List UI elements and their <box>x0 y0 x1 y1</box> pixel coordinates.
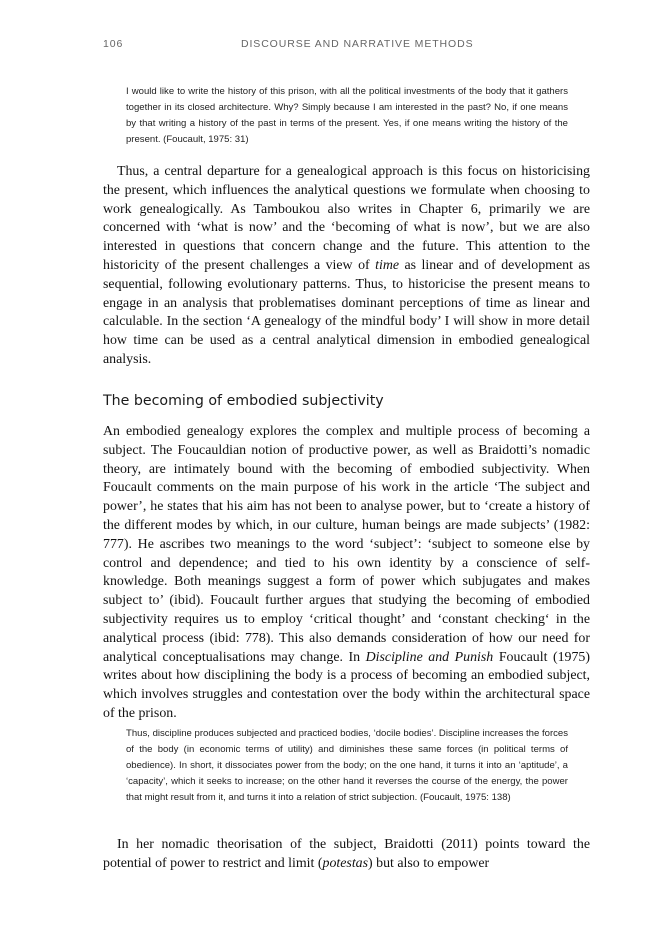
block-quote: Thus, discipline produces subjected and practiced bodies, ‘docile bodies’. Discipline increases the forces of the body (in economic terms of utility) and diminishes these same forces (in political terms of obedience). In short, it dissociates power from the body; on the one hand, it turns it into an ‘aptitude’, a ‘capacity’, which it seeks to increase; on the other hand it reverses the course of the energy, the power that might result from it, and turns it into a relation of strict subjection. (Foucault, 1975: 138) <box>126 728 568 803</box>
emphasis: time <box>375 257 400 273</box>
body-paragraph: An embodied genealogy explores the complex and multiple process of becoming a subject. The Foucauldian notion of productive power, as well as Braidotti’s nomadic theory, are intimately bound with the becoming of embodied subjectivity. When Foucault comments on the main purpose of his work in the article ‘The subject and power’, he states that his aim has not been to analyse power, but to ‘create a history of the different modes by which, in our culture, human beings are made subjects’ (1982: 777). He ascribes two meanings to the word ‘subject’: ‘subject to someone else by control and dependence; and tied to his own identity by a conscience of self-knowledge. Both meanings suggest a form of power which subjugates and makes subject to’ (ibid). Foucault further argues that studying the becoming of embodied subjectivity requires us to employ ‘critical thought’ and ‘constant checking‘ in the analytical process (ibid: 778). This also demands consideration of how our need for analytical conceptualisations may change. In Discipline and Punish Foucault (1975) writes about how disciplining the body is a process of becoming an embodied subject, which involves struggles and contestation over the body within the architectural space of the prison. <box>103 424 591 721</box>
body-paragraph: In her nomadic theorisation of the subject, Braidotti (2011) points toward the potential of power to restrict and limit (potestas) but also to empower <box>103 837 590 871</box>
section-heading: The becoming of embodied subjectivity <box>103 393 384 409</box>
emphasis: potestas <box>322 855 369 871</box>
emphasis: Discipline and Punish <box>365 649 494 665</box>
block-quote: I would like to write the history of this prison, with all the political investments of the body that it gathers together in its closed architecture. Why? Simply because I am interested in the past? No, if one means by that writing a history of the past in terms of the present. Yes, if one means writing the history of the present. (Foucault, 1975: 31) <box>126 86 568 145</box>
running-head-title: DISCOURSE AND NARRATIVE METHODS <box>241 38 474 50</box>
body-paragraph: Thus, a central departure for a genealogical approach is this focus on historicising the present, which influences the analytical questions we formulate when choosing to work genealogically. As Tamboukou also writes in Chapter 6, primarily we are concerned with ‘what is now’ and the ‘becoming of what is now’, but we are also interested in questions that concern change and the future. This attention to the historicity of the present challenges a view of time as linear and of development as sequential, following evolutionary patterns. Thus, to historicise the present means to engage in an analysis that problematises dominant perceptions of time as linear and calculable. In the section ‘A genealogy of the mindful body’ I will show in more detail how time can be used as a central analytical dimension in embodied genealogical analysis. <box>103 164 590 367</box>
page-number: 106 <box>103 38 124 50</box>
